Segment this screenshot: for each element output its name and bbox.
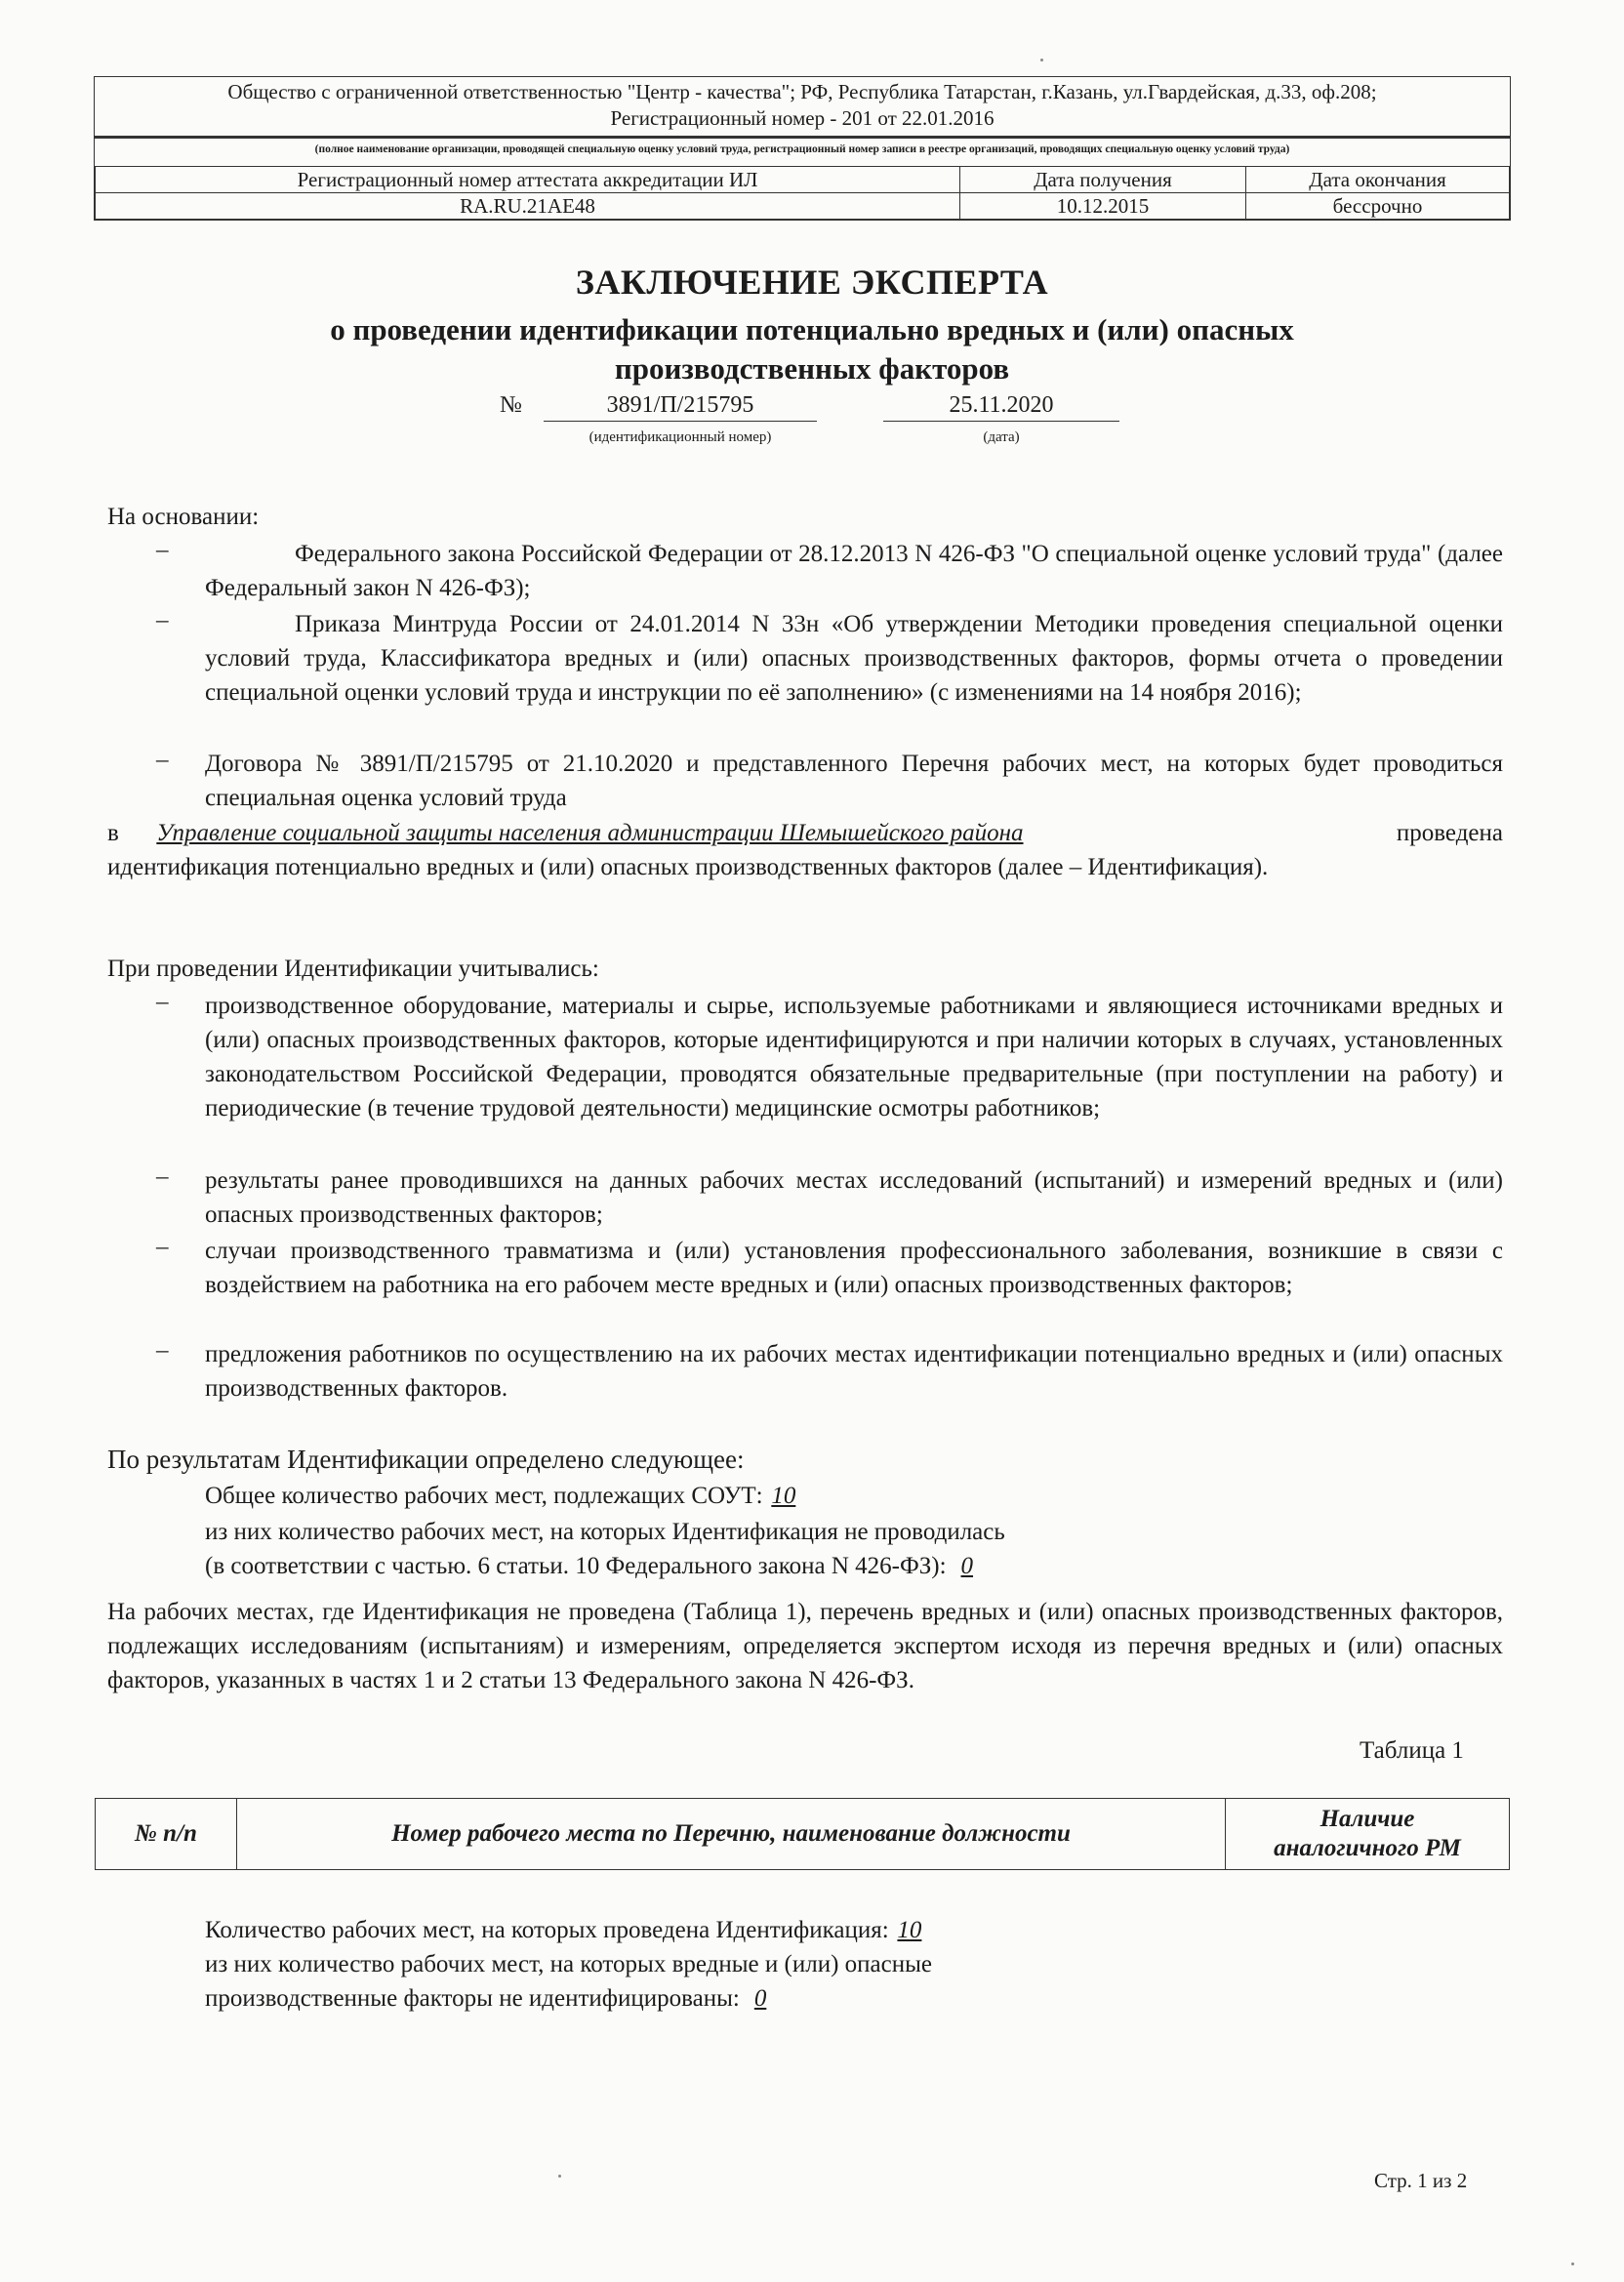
results-heading: По результатам Идентификации определено следующее: [107, 1445, 745, 1474]
page-number: Стр. 1 из 2 [1374, 2169, 1468, 2192]
not-identified-line [205, 1981, 775, 2016]
accreditation-header: Регистрационный номер аттестата аккредитации ИЛ [96, 167, 960, 193]
total-workplaces-line [205, 1479, 798, 1513]
bullet-dash: – [156, 747, 169, 773]
document-subtitle [0, 310, 1624, 388]
not-done-label-part: (в соответствии с частью. 6 статьи. 10 Федерального закона N 426-ФЗ): [205, 1553, 947, 1579]
in-word: в [107, 820, 119, 846]
accreditation-table [95, 166, 1510, 220]
organization-name [95, 77, 1510, 136]
scan-speck [1040, 59, 1043, 61]
scan-speck [558, 2175, 561, 2178]
organization-conclusion [107, 816, 1503, 850]
accreditation-number: RA.RU.21AE48 [96, 193, 960, 220]
not-done-line [205, 1549, 982, 1583]
conclusion-date: 25.11.2020 [883, 392, 1119, 422]
basis-item-law: Федерального закона Российской Федерации от 28.12.2013 N 426-ФЗ "О специальной оценке условий труда" (далее Федеральный закон N 426-ФЗ); [205, 541, 1503, 601]
not-identified-label-part: производственные факторы не идентифицированы: [205, 1985, 740, 2012]
subtitle-line: о проведении идентификации потенциально вредных и (или) опасных [330, 312, 1294, 346]
done-workplaces-value: 10 [897, 1917, 922, 1943]
results-paragraph: На рабочих местах, где Идентификация не проведена (Таблица 1), перечень вредных и (или) опасных производственных факторов, подлежащих исследованиям (испытаниям) и измерениям, определяется экспертом исходя из перечня вредных и (или) опасных факторов, указанных в частях 1 и 2 статьи 13 Федерального закона N 426-ФЗ. [107, 1599, 1503, 1693]
organization-header [94, 76, 1511, 221]
total-workplaces-label: Общее количество рабочих мест, подлежащих СОУТ: [205, 1483, 763, 1509]
considered-item-proposals: предложения работников по осуществлению на их рабочих местах идентификации потенциально вредных и (или) опасных производственных факторов. [205, 1341, 1503, 1402]
received-header: Дата получения [960, 167, 1246, 193]
done-workplaces-label: Количество рабочих мест, на которых проведена Идентификация: [205, 1917, 889, 1943]
bullet-dash: – [156, 1337, 169, 1364]
table-header-analog-line: аналогичного РМ [1274, 1835, 1461, 1861]
bullet-dash: – [156, 1163, 169, 1190]
received-date: 10.12.2015 [960, 193, 1246, 220]
identification-number-caption: (идентификационный номер) [589, 429, 772, 445]
bullet-dash: – [156, 537, 169, 563]
identification-number: 3891/П/215795 [544, 392, 817, 422]
table-header-analog-line: Наличие [1320, 1806, 1415, 1832]
table-1 [95, 1798, 1510, 1870]
total-workplaces-value: 10 [771, 1483, 796, 1509]
registration-line: Регистрационный номер - 201 от 22.01.2016 [610, 106, 995, 130]
organization-under-assessment: Управление социальной защиты населения администрации Шемышейского района [156, 820, 1024, 846]
not-done-value: 0 [960, 1553, 974, 1579]
bullet-dash: – [156, 607, 169, 633]
table-header-analog [1226, 1799, 1510, 1870]
subtitle-line: производственных факторов [614, 351, 1010, 386]
not-identified-value: 0 [753, 1985, 767, 2012]
organization-note: (полное наименование организации, проводящей специальную оценку условий труда, регистрационный номер записи в реестре организаций, проводящих специальную оценку условий труда) [95, 136, 1510, 166]
scan-speck [1571, 2262, 1574, 2265]
bullet-dash: – [156, 1234, 169, 1260]
considered-item-previous-results: результаты ранее проводившихся на данных рабочих местах исследований (испытаний) и измерений вредных и (или) опасных производственных факторов; [205, 1167, 1503, 1228]
organization-line: Общество с ограниченной ответственностью "Центр - качества"; РФ, Республика Татарстан, г.Казань, ул.Гвардейская, д.33, оф.208; [227, 80, 1377, 103]
considered-item-equipment: производственное оборудование, материалы и сырье, используемые работниками и являющиеся источниками вредных и (или) опасных производственных факторов, которые идентифицируются и при наличии которых в случаях, установленных законодательством Российской Федерации, проводятся обязательные предварительные (при поступлении на работу) и периодические (в течение трудовой деятельности) медицинские осмотры работников; [205, 993, 1503, 1121]
expiry-header: Дата окончания [1246, 167, 1510, 193]
basis-item-contract: Договора № 3891/П/215795 от 21.10.2020 и представленного Перечня рабочих мест, на которых будет проводиться специальная оценка условий труда [205, 751, 1503, 811]
done-workplaces-line [205, 1913, 924, 1947]
conclusion-tail: проведена [1396, 820, 1503, 846]
expiry-date: бессрочно [1246, 193, 1510, 220]
considered-heading: При проведении Идентификации учитывались: [107, 956, 599, 982]
table-header-number: № п/п [96, 1799, 237, 1870]
considered-item-injuries: случаи производственного травматизма и (или) установления профессионального заболевания, возникшие в связи с воздействием на работника на его рабочем месте вредных и (или) опасных производственных факторов; [205, 1238, 1503, 1298]
not-identified-label: из них количество рабочих мест, на которых вредные и (или) опасные [205, 1951, 932, 1977]
basis-heading: На основании: [107, 504, 260, 530]
table-caption: Таблица 1 [1360, 1737, 1464, 1764]
basis-item-order: Приказа Минтруда России от 24.01.2014 N 33н «Об утверждении Методики проведения специальной оценки условий труда, Классификатора вредных и (или) опасных производственных факторов, формы отчета о проведении специальной оценки условий труда и инструкции по её заполнению» (с изменениями на 14 ноября 2016); [205, 611, 1503, 706]
bullet-dash: – [156, 989, 169, 1015]
date-caption: (дата) [983, 429, 1020, 445]
number-sign: № [500, 392, 522, 418]
document-title: ЗАКЛЮЧЕНИЕ ЭКСПЕРТА [575, 263, 1049, 302]
table-header-workplace: Номер рабочего места по Перечню, наименование должности [237, 1799, 1226, 1870]
not-done-label: из них количество рабочих мест, на которых Идентификация не проводилась [205, 1519, 1005, 1545]
conclusion-rest: идентификация потенциально вредных и (или) опасных производственных факторов (далее – Идентификация). [107, 854, 1269, 880]
identification-number-line [0, 392, 1624, 451]
